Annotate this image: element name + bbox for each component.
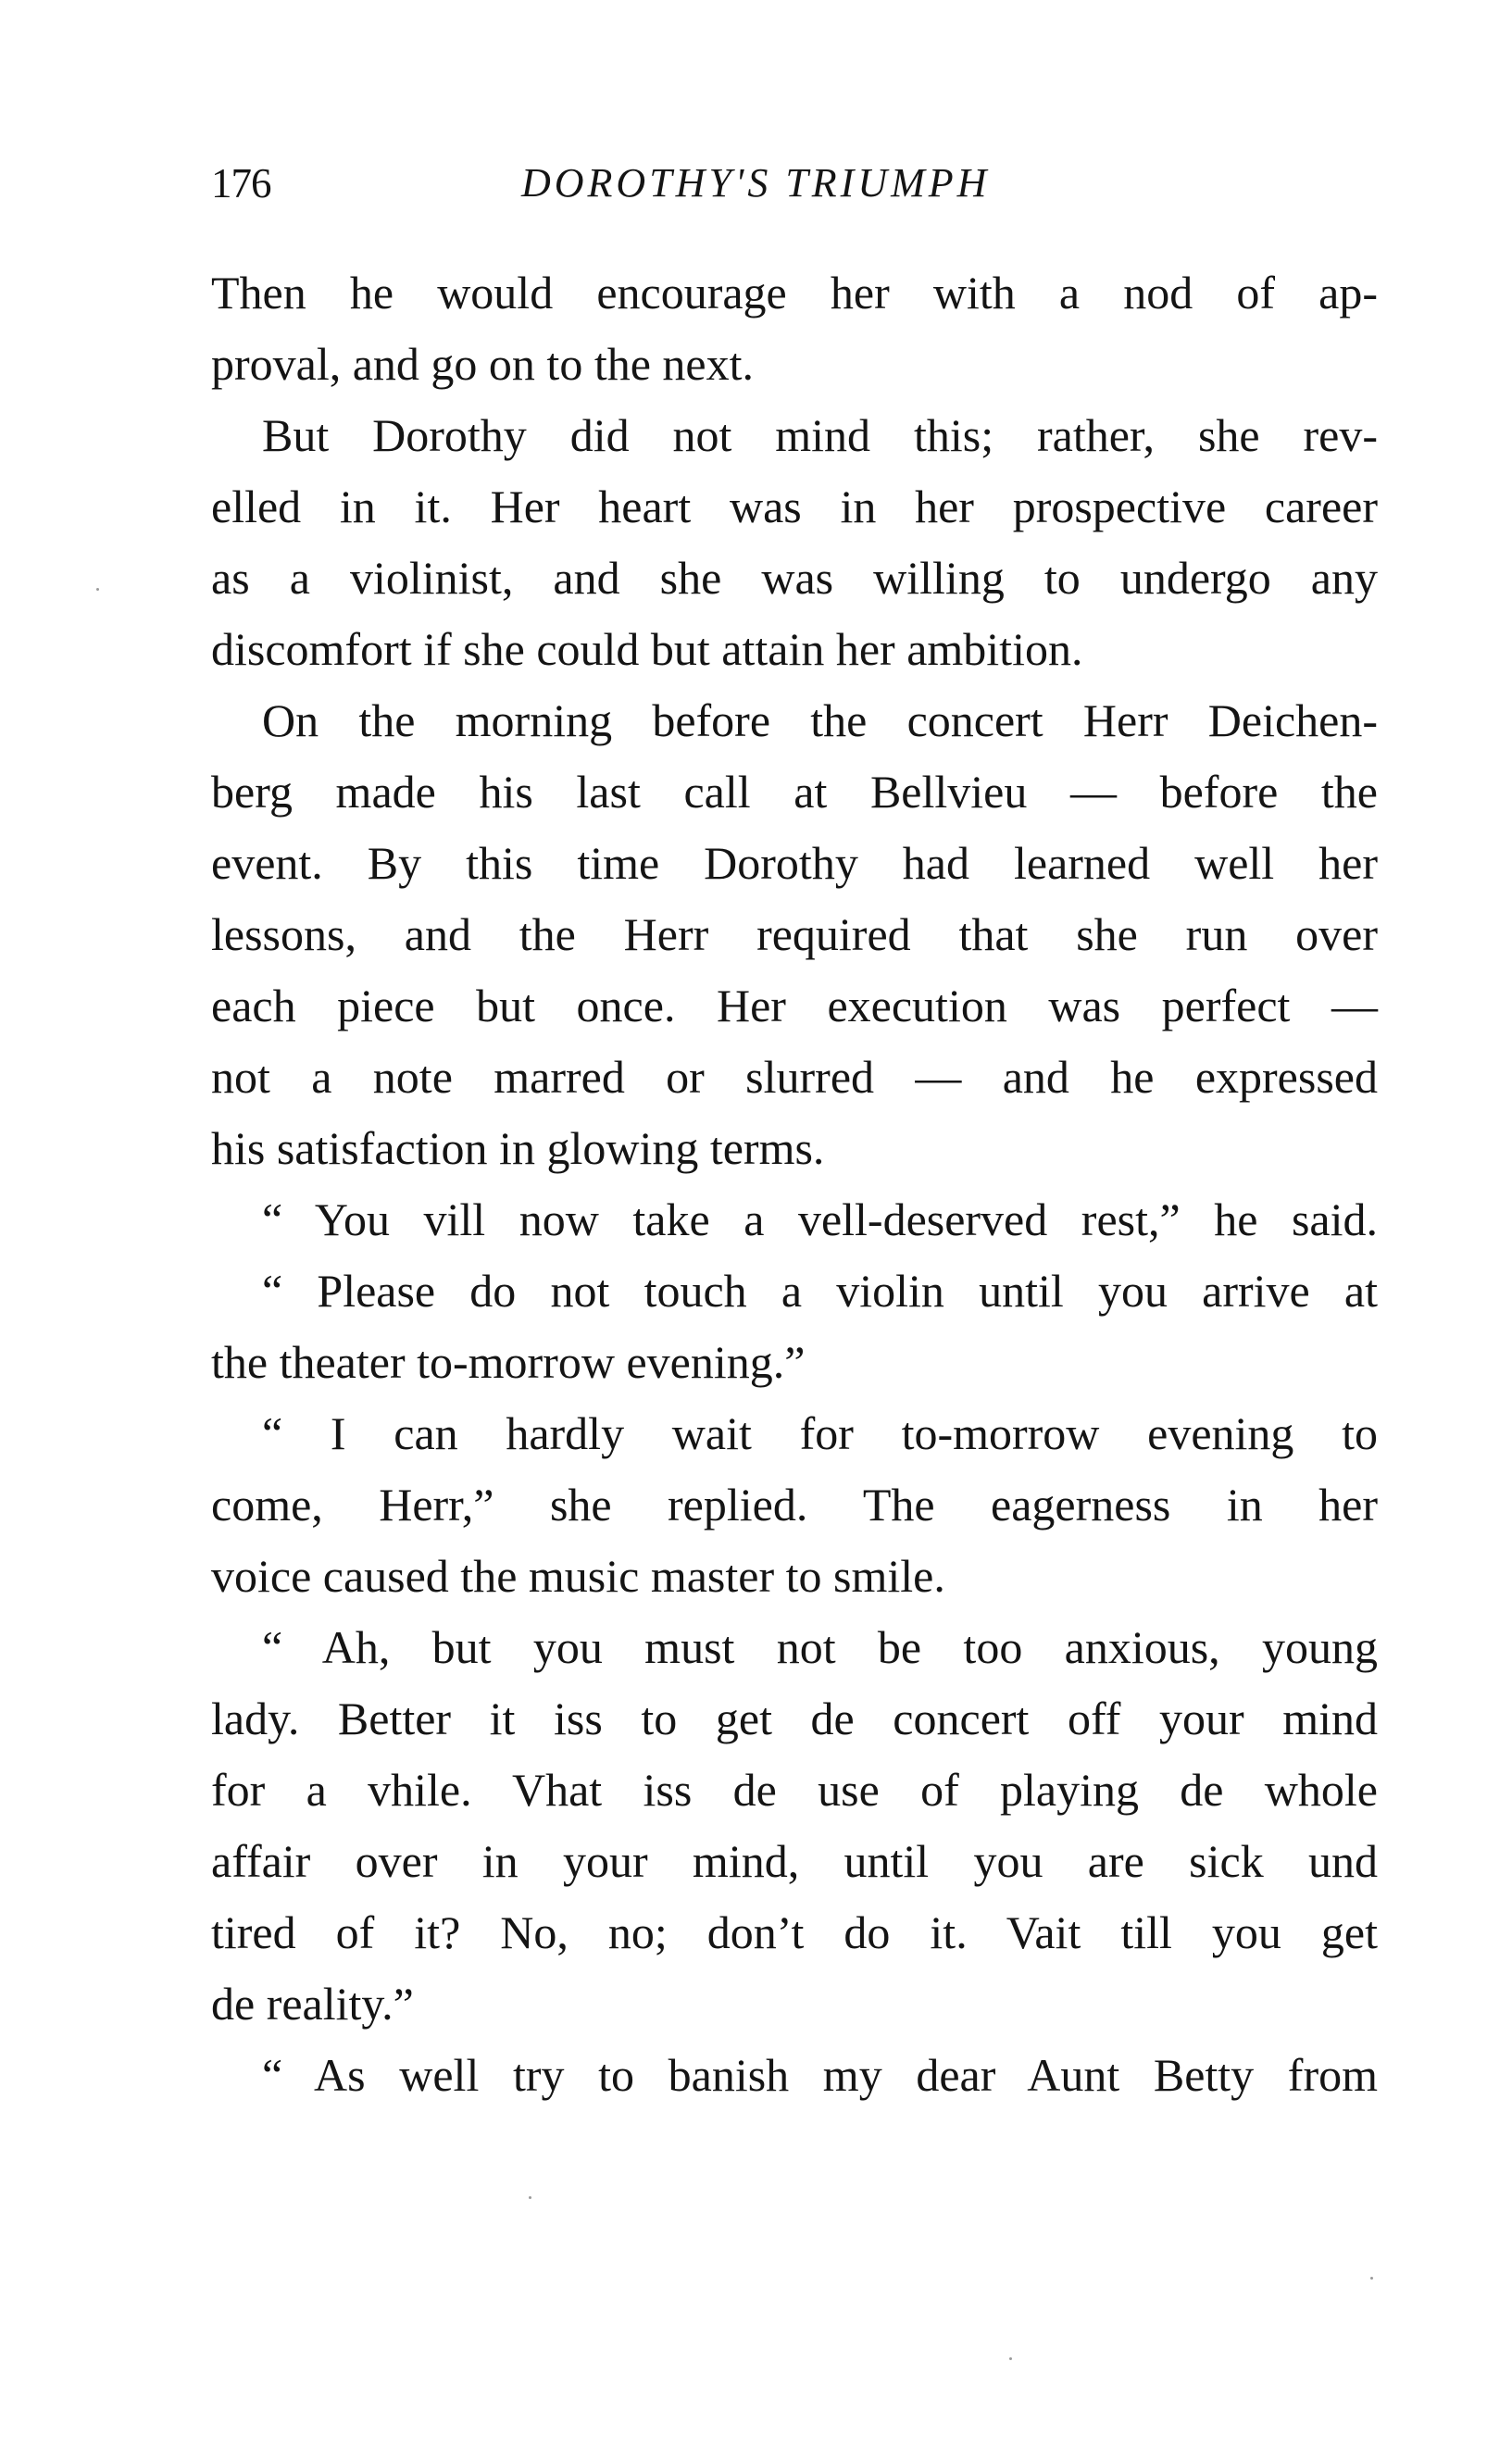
text-line: “ You vill now take a vell-deserved rest,” he said. xyxy=(262,1193,1378,1245)
text-line: come, Herr,” she replied. The eagerness in her xyxy=(211,1479,1378,1531)
text-line: affair over in your mind, until you are sick und xyxy=(211,1835,1378,1887)
text-line: But Dorothy did not mind this; rather, she rev- xyxy=(262,409,1378,461)
paper-speck xyxy=(1370,2277,1373,2280)
paper-speck xyxy=(1009,2357,1012,2360)
text-line: as a violinist, and she was willing to undergo any xyxy=(211,552,1378,604)
page-number: 176 xyxy=(211,160,271,206)
text-line: “ As well try to banish my dear Aunt Betty from xyxy=(262,2049,1378,2101)
page-header xyxy=(211,156,1378,220)
body-text xyxy=(211,257,1378,2111)
text-line: proval, and go on to the next. xyxy=(211,338,754,390)
paper-speck xyxy=(96,588,99,591)
text-line: the theater to-morrow evening.” xyxy=(211,1336,806,1388)
text-line: “ Please do not touch a violin until you arrive at xyxy=(262,1265,1378,1317)
text-line: “ Ah, but you must not be too anxious, young xyxy=(262,1621,1378,1673)
text-line: On the morning before the concert Herr Deichen- xyxy=(262,694,1378,746)
text-line: lessons, and the Herr required that she run over xyxy=(211,908,1378,960)
text-line: for a vhile. Vhat iss de use of playing de whole xyxy=(211,1764,1378,1816)
text-line: his satisfaction in glowing terms. xyxy=(211,1122,825,1174)
text-line: voice caused the music master to smile. xyxy=(211,1550,945,1602)
text-line: “ I can hardly wait for to-morrow evening to xyxy=(262,1407,1378,1459)
text-line: de reality.” xyxy=(211,1978,414,2030)
text-line: tired of it? No, no; don’t do it. Vait till you get xyxy=(211,1906,1378,1958)
text-line: lady. Better it iss to get de concert off your mind xyxy=(211,1693,1378,1744)
text-line: each piece but once. Her execution was perfect — xyxy=(211,980,1378,1031)
text-line: event. By this time Dorothy had learned well her xyxy=(211,837,1378,889)
text-line: berg made his last call at Bellvieu — before the xyxy=(211,766,1378,818)
text-line: Then he would encourage her with a nod of ap- xyxy=(211,267,1378,319)
text-line: not a note marred or slurred — and he expressed xyxy=(211,1051,1378,1103)
text-line: discomfort if she could but attain her ambition. xyxy=(211,623,1083,675)
paper-speck xyxy=(529,2196,531,2199)
running-title: DOROTHY'S TRIUMPH xyxy=(521,160,991,206)
text-line: elled in it. Her heart was in her prospective career xyxy=(211,481,1378,532)
